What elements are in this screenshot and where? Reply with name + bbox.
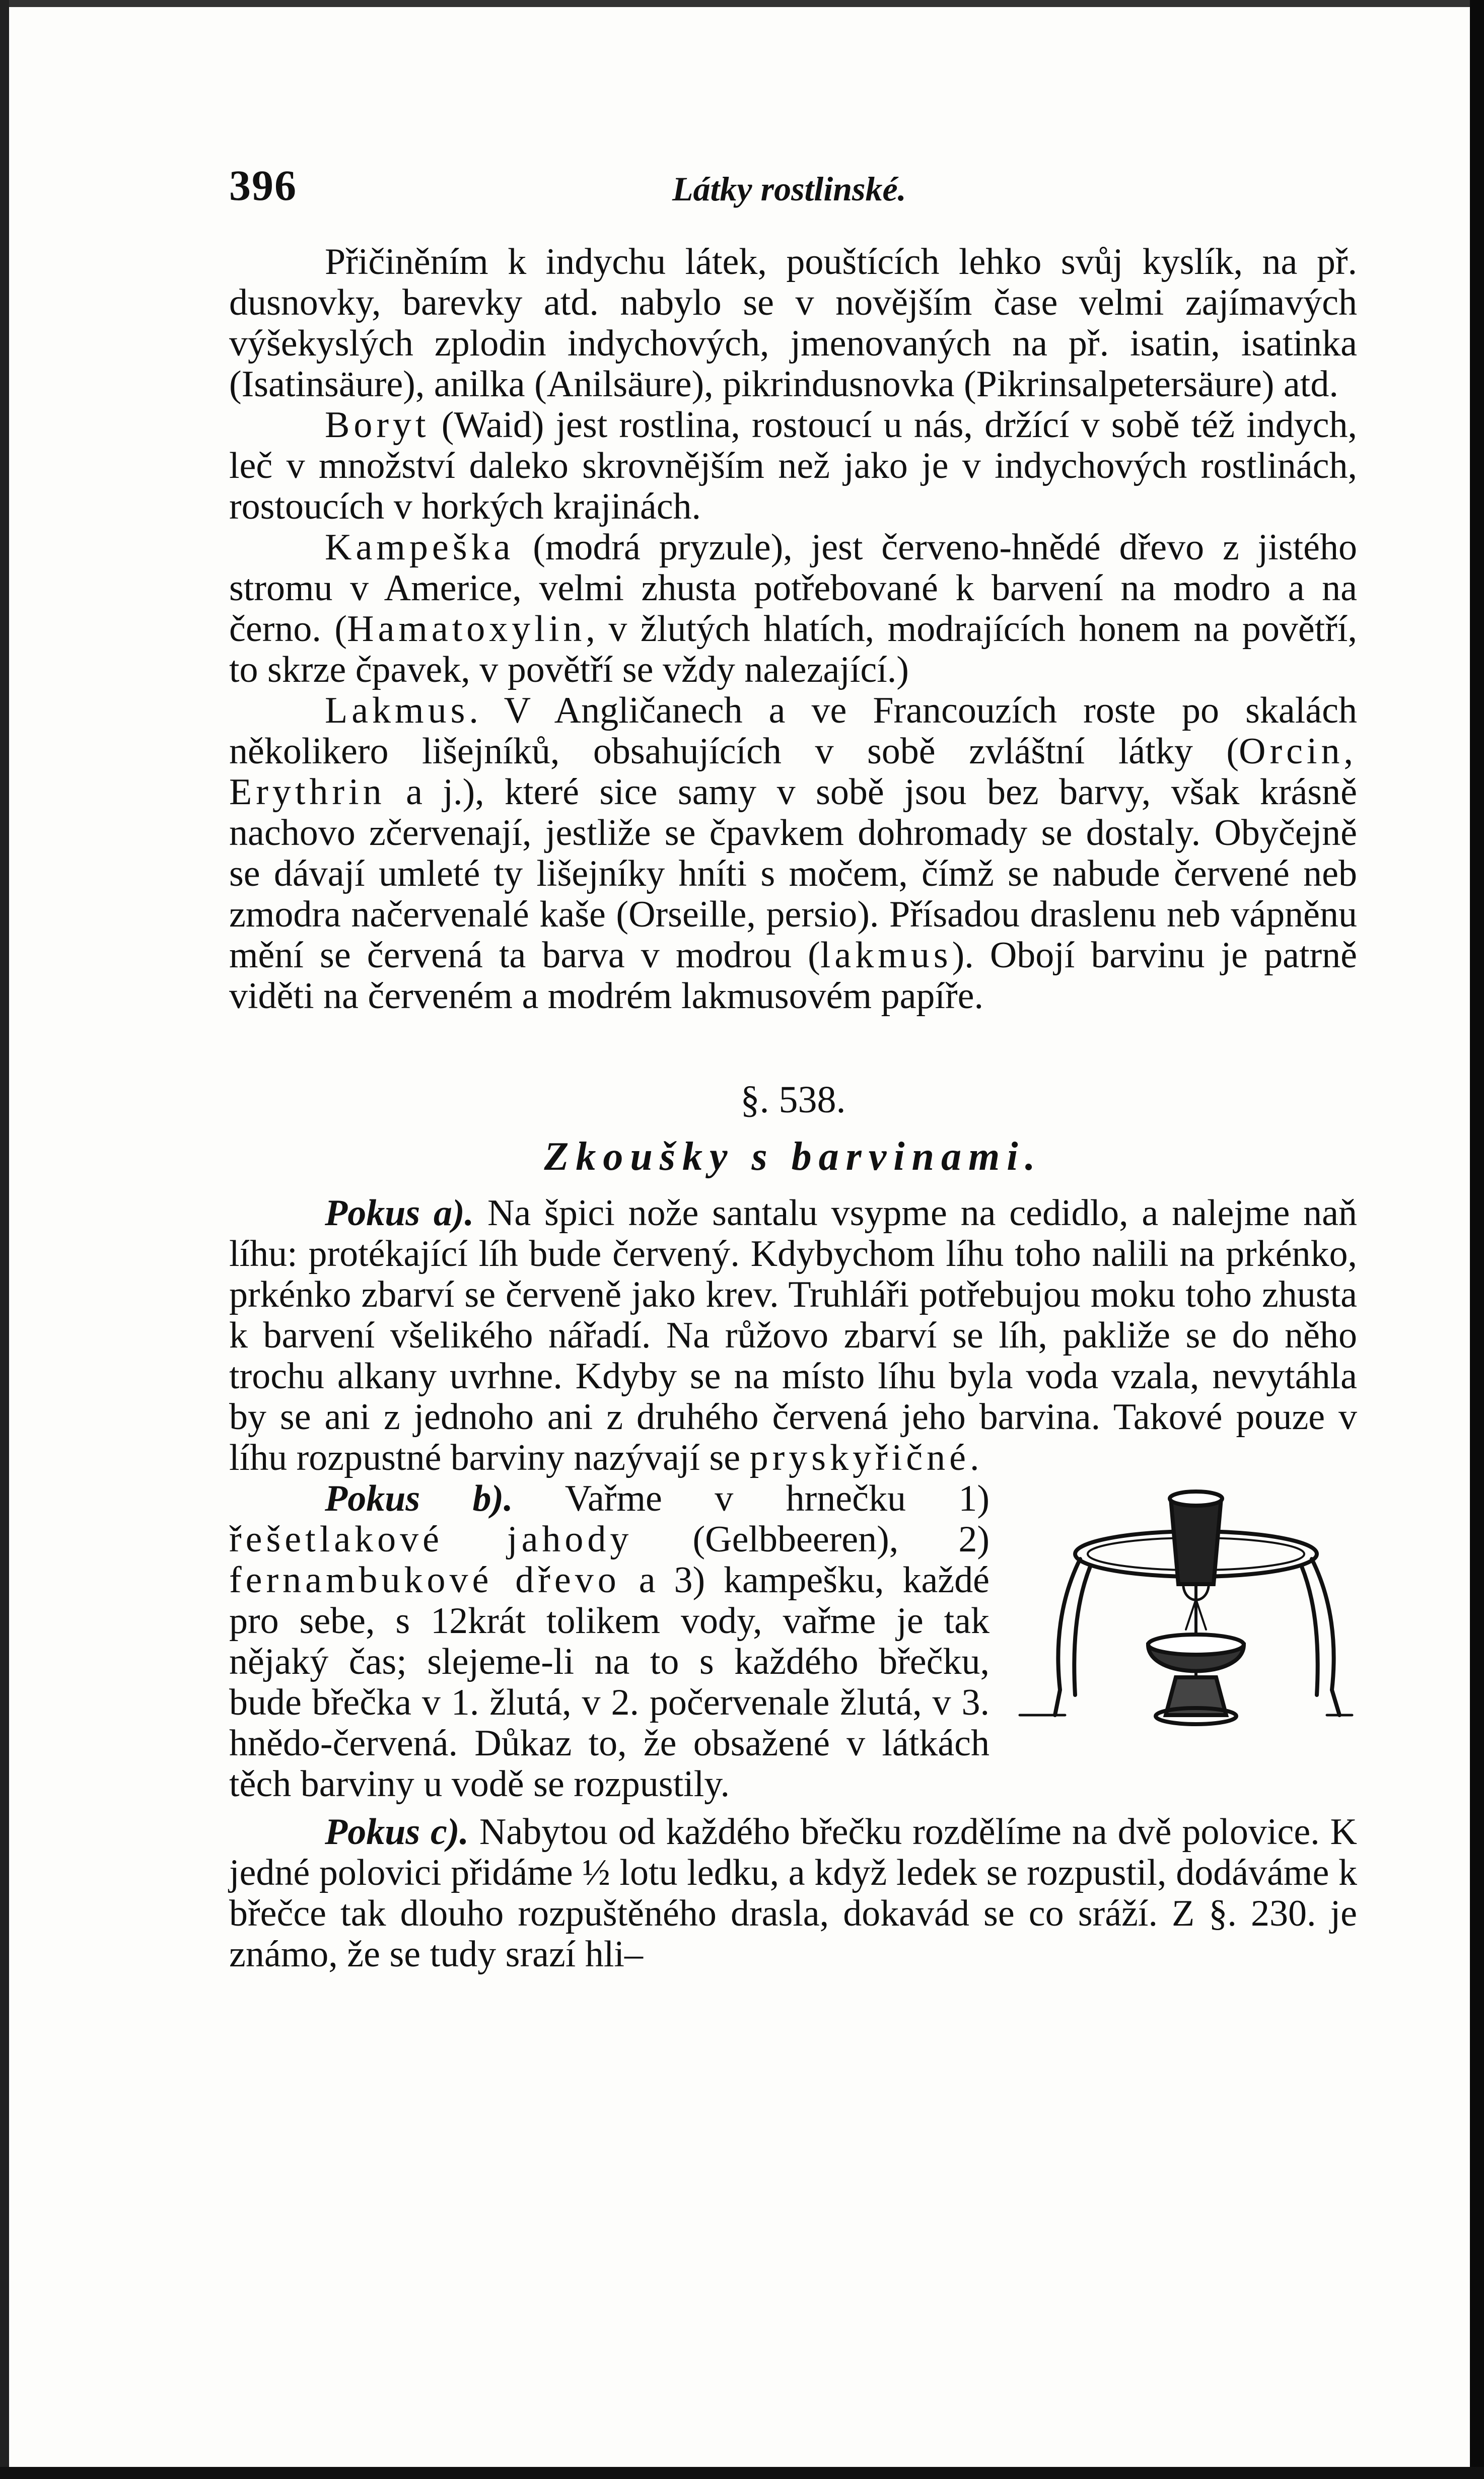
paragraph-kampeska	[229, 527, 1357, 690]
paragraph-boryt-text: (Waid) jest rostlina, rostoucí u nás, držící v sobě též indych, leč v množství daleko skrovnějším než jako je v indychových rostlinách, rostoucích v horkých krajinách.	[229, 404, 1357, 527]
section-title: Zkoušky s barvinami.	[544, 1135, 1042, 1179]
page-number: 396	[229, 161, 297, 209]
paragraph-kampeska-text-2: , v žlutých hlatích, modrajících honem na povětří, to skrze čpavek, v povětří se vždy nalezající.)	[229, 608, 1357, 690]
term-orcin-erythrin: Orcin, Erythrin	[229, 731, 1357, 813]
scan-edge-left	[0, 0, 9, 2479]
paragraph-lakmus	[229, 690, 1357, 1017]
paragraph-kampeska-text-1: (modrá pryzule), jest červeno-hnědé dřevo z jistého stromu v Americe, velmi zhusta potřebované k barvení na modro a na černo. (	[229, 527, 1357, 650]
paragraph-boryt	[229, 405, 1357, 527]
experiment-b-label: Pokus b).	[325, 1478, 513, 1519]
paragraph-1	[229, 242, 1357, 405]
experiment-a	[229, 1193, 1357, 1478]
experiment-b-text-1: Vařme v hrnečku 1)	[513, 1478, 990, 1519]
page-header	[229, 160, 1367, 216]
paragraph-lakmus-text-2: a j.), které sice samy v sobě jsou bez barvy, však krásně nachovo zčervenají, jestliže se čpavkem dohromady se dostaly. Obyčejně se dávají umleté ty lišejníky hníti s močem, čímž se nabude červené neb zmodra načervenalé kaše (Orseille, persio). Přísadou draslenu neb vápněnu mění se červená ta barva v modrou (	[229, 771, 1357, 976]
term-fernambukove-drevo: fernambukové dřevo	[229, 1560, 620, 1601]
experiment-c-text: Nabytou od každého břečku rozdělíme na dvě polovice. K jedné polovici přidáme ½ lotu ledku, a když ledek se rozpustil, dodáváme k břečce tak dlouho rozpuštěného drasla, dokavád se co sráží. Z §. 230. je známo, že se tudy srazí hli–	[229, 1811, 1357, 1975]
experiment-b-text-3: a 3) kampešku, každé pro sebe, s 12krát tolikem vody, vařme je tak nějaký čas; slejeme-li na to s každého břečku, bude břečka v 1. žlutá, v 2. počervenale žlutá, v 3. hnědo-červená. Důkaz to, že obsažené v látkách těch barviny u vodě se rozpustily.	[229, 1560, 990, 1805]
scan-edge-bottom	[0, 2467, 1484, 2479]
section-number: §. 538.	[740, 1079, 846, 1121]
tripod-burner-icon	[1005, 1478, 1357, 1740]
experiment-a-text: Na špici nože santalu vsypme na cedidlo, a nalejme naň líhu: protékající líh bude červený. Kdybychom líhu toho nalili na prkénko, prkénko zbarví se červeně jako krev. Truhláři potřebujou moku toho zhusta k barvení všelikého nářadí. Na růžovo zbarví se líh, pakliže se do něho trochu alkany uvrhne. Kdyby se na místo líhu byla voda vzala, nevytáhla by se ani z jednoho ani z druhého červená jeho barvina. Takové pouze v líhu rozpustné barviny nazývají se	[229, 1192, 1357, 1478]
term-lakmus-2: lakmus	[820, 935, 952, 976]
experiment-c-label: Pokus c).	[325, 1811, 469, 1853]
experiment-b	[229, 1478, 1357, 1805]
experiment-b-text-2: (Gelbbeeren), 2)	[632, 1519, 990, 1560]
paragraph-lakmus-text-1: . V Angličanech a ve Francouzích roste po skalách několikero lišejníků, obsahujících v sobě zvláštní látky (	[229, 690, 1357, 772]
scan-edge-right	[1470, 0, 1484, 2479]
experiment-c	[229, 1812, 1357, 1975]
body-text	[229, 242, 1357, 1975]
scan-edge-top	[0, 0, 1484, 7]
term-hamatoxylin: Hamatoxylin	[347, 608, 586, 650]
term-pryskyricne: pryskyřičné	[749, 1437, 970, 1478]
term-reselakove-jahody: řešetlakové jahody	[229, 1519, 633, 1560]
experiment-a-end: .	[970, 1437, 979, 1478]
term-kampeska: Kampeška	[325, 527, 515, 568]
tripod-burner-illustration	[1005, 1478, 1357, 1740]
experiment-a-label: Pokus a).	[325, 1192, 474, 1234]
paragraph-lakmus-text-3: ). Obojí barvinu je patrně viděti na červeném a modrém lakmusovém papíře.	[229, 935, 1357, 1017]
running-head: Látky rostlinské.	[672, 170, 906, 208]
term-lakmus: Lakmus	[325, 690, 469, 731]
paragraph-1-text: Přičiněním k indychu látek, pouštících lehko svůj kyslík, na př. dusnovky, barevky atd. nabylo se v novějším čase velmi zajímavých výšekyslých zplodin indychových, jmenovaných na př. isatin, isatinka (Isatinsäure), anilka (Anilsäure), pikrindusnovka (Pikrinsalpetersäure) atd.	[229, 241, 1357, 405]
term-boryt: Boryt	[325, 404, 430, 446]
